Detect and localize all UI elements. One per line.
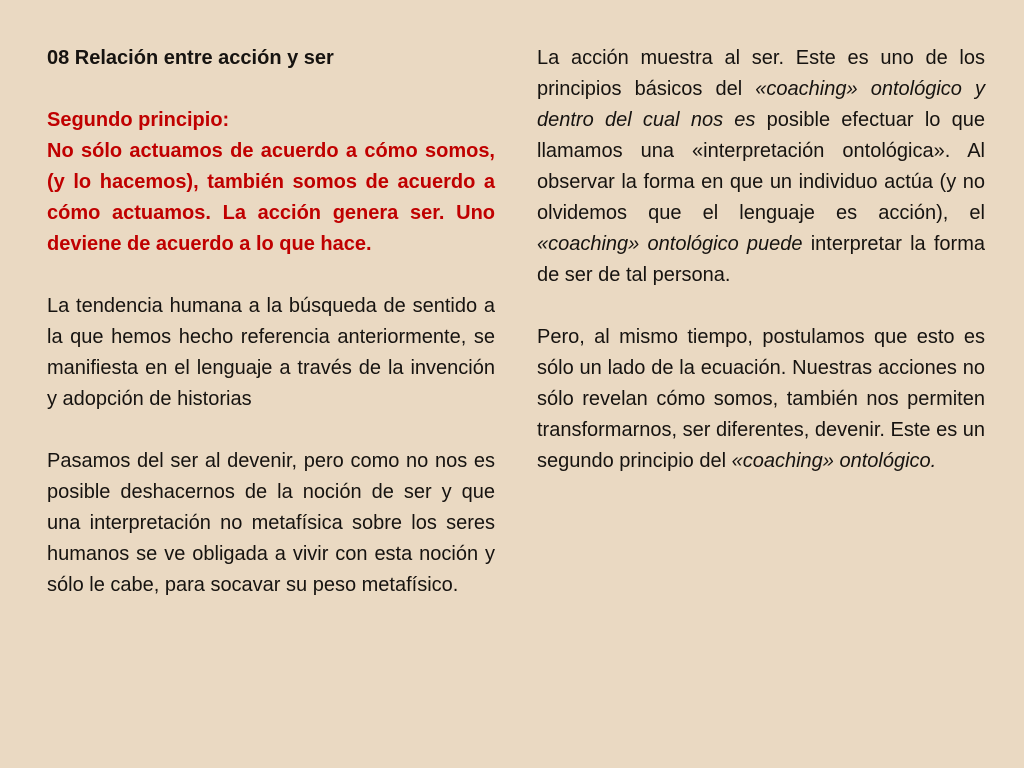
paragraph-action-shows-being: [537, 43, 985, 291]
spacer: [47, 74, 495, 105]
left-column: [47, 43, 495, 601]
paragraph-meaning-search: La tendencia humana a la búsqueda de sentido a la que hemos hecho referencia anteriormente, se manifiesta en el lenguaje a través de la invención y adopción de historias: [47, 295, 495, 410]
text-segment: posible efectuar lo que llamamos una «interpretación ontológica». Al observar la forma en que un individuo actúa (y no olvidemos que el lenguaje es acción), el: [537, 109, 985, 224]
principle-text: No sólo actuamos de acuerdo a cómo somos, (y lo hacemos), también somos de acuerdo a cómo actuamos. La acción genera ser. Uno deviene de acuerdo a lo que hace.: [47, 140, 495, 255]
spacer: [47, 415, 495, 446]
text-segment: Pero, al mismo tiempo, postulamos que esto es sólo un lado de la ecuación. Nuestras acciones no sólo revelan cómo somos, también nos permiten transformarnos, ser diferentes, devenir. Este es un segundo principio del: [537, 326, 985, 472]
text-segment: La acción muestra al ser. Este es uno de los principios básicos del: [537, 47, 985, 100]
italic-segment: «coaching» ontológico puede: [537, 233, 803, 255]
spacer: [47, 260, 495, 291]
paragraph-being-becoming: Pasamos del ser al devenir, pero como no nos es posible deshacernos de la noción de ser y que una interpretación no metafísica sobre los seres humanos se ve obligada a vivir con esta noción y sólo le cabe, para socavar su peso metafísico.: [47, 450, 495, 596]
paragraph-second-principle: [537, 322, 985, 477]
right-column: [537, 43, 985, 477]
italic-segment: «coaching» ontológico y dentro del cual nos es: [537, 78, 985, 131]
text-segment: interpretar la forma de ser de tal persona.: [537, 233, 986, 286]
spacer: [537, 291, 985, 322]
slide-title: 08 Relación entre acción y ser: [47, 47, 334, 69]
italic-segment: «coaching» ontológico.: [731, 450, 937, 472]
principle-heading: Segundo principio:: [47, 109, 230, 131]
